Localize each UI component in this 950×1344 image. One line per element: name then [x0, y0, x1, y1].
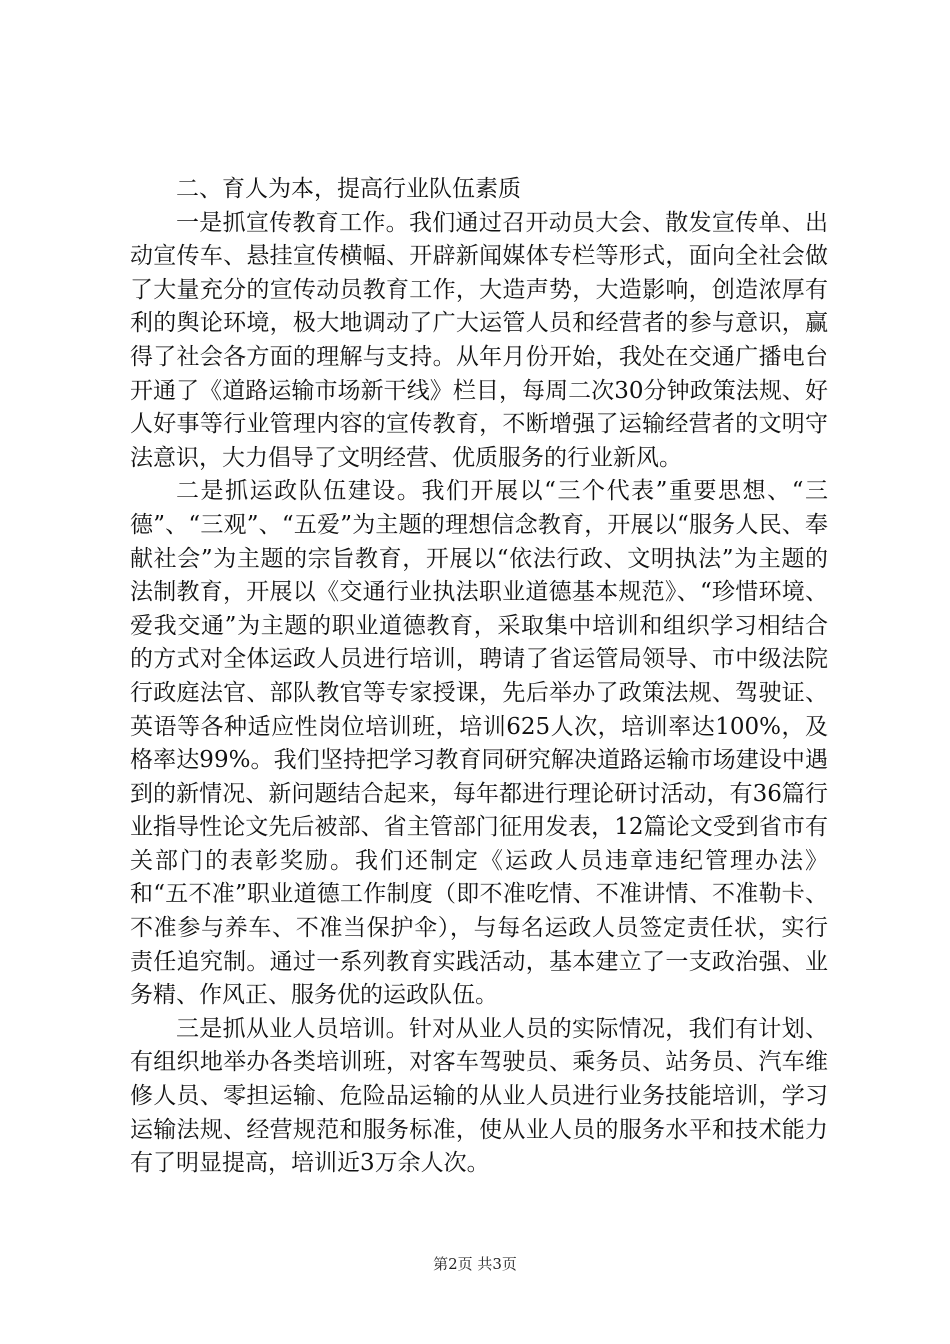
paragraph-staff-training: 三是抓从业人员培训。针对从业人员的实际情况，我们有计划、有组织地举办各类培训班，对客车驾驶员、乘务员、站务员、汽车维修人员、零担运输、危险品运输的从业人员进行业务技能培训，学习运输法规、经营规范和服务标准，使从业人员的服务水平和技术能力有了明显提高，培训近3万余人次。	[130, 1015, 828, 1177]
paragraph-publicity-education: 一是抓宣传教育工作。我们通过召开动员大会、散发宣传单、出动宣传车、悬挂宣传横幅、开辟新闻媒体专栏等形式，面向全社会做了大量充分的宣传动员教育工作，大造声势，大造影响，创造浓厚有利的舆论环境，极大地调动了广大运管人员和经营者的参与意识，赢得了社会各方面的理解与支持。从年月份开始，我处在交通广播电台开通了《道路运输市场新干线》栏目，每周二次30分钟政策法规、好人好事等行业管理内容的宣传教育，不断增强了运输经营者的文明守法意识，大力倡导了文明经营、优质服务的行业新风。	[130, 209, 828, 471]
document-body	[130, 173, 828, 1181]
section-heading: 二、育人为本，提高行业队伍素质	[176, 176, 521, 202]
paragraph-team-building: 二是抓运政队伍建设。我们开展以“三个代表”重要思想、“三德”、“三观”、“五爱”为主题的理想信念教育，开展以“服务人民、奉献社会”为主题的宗旨教育，开展以“依法行政、文明执法”为主题的法制教育，开展以《交通行业执法职业道德基本规范》、“珍惜环境、爱我交通”为主题的职业道德教育，采取集中培训和组织学习相结合的方式对全体运政人员进行培训，聘请了省运管局领导、市中级法院行政庭法官、部队教官等专家授课，先后举办了政策法规、驾驶证、英语等各种适应性岗位培训班，培训625人次，培训率达100%，及格率达99%。我们坚持把学习教育同研究解决道路运输市场建设中遇到的新情况、新问题结合起来，每年都进行理论研讨活动，有36篇行业指导性论文先后被部、省主管部门征用发表，12篇论文受到省市有关部门的表彰奖励。我们还制定《运政人员违章违纪管理办法》和“五不准”职业道德工作制度（即不准吃情、不准讲情、不准勒卡、不准参与养车、不准当保护伞），与每名运政人员签定责任状，实行责任追究制。通过一系列教育实践活动，基本建立了一支政治强、业务精、作风正、服务优的运政队伍。	[130, 478, 828, 1009]
page-number-footer: 第2页 共3页	[433, 1255, 517, 1273]
